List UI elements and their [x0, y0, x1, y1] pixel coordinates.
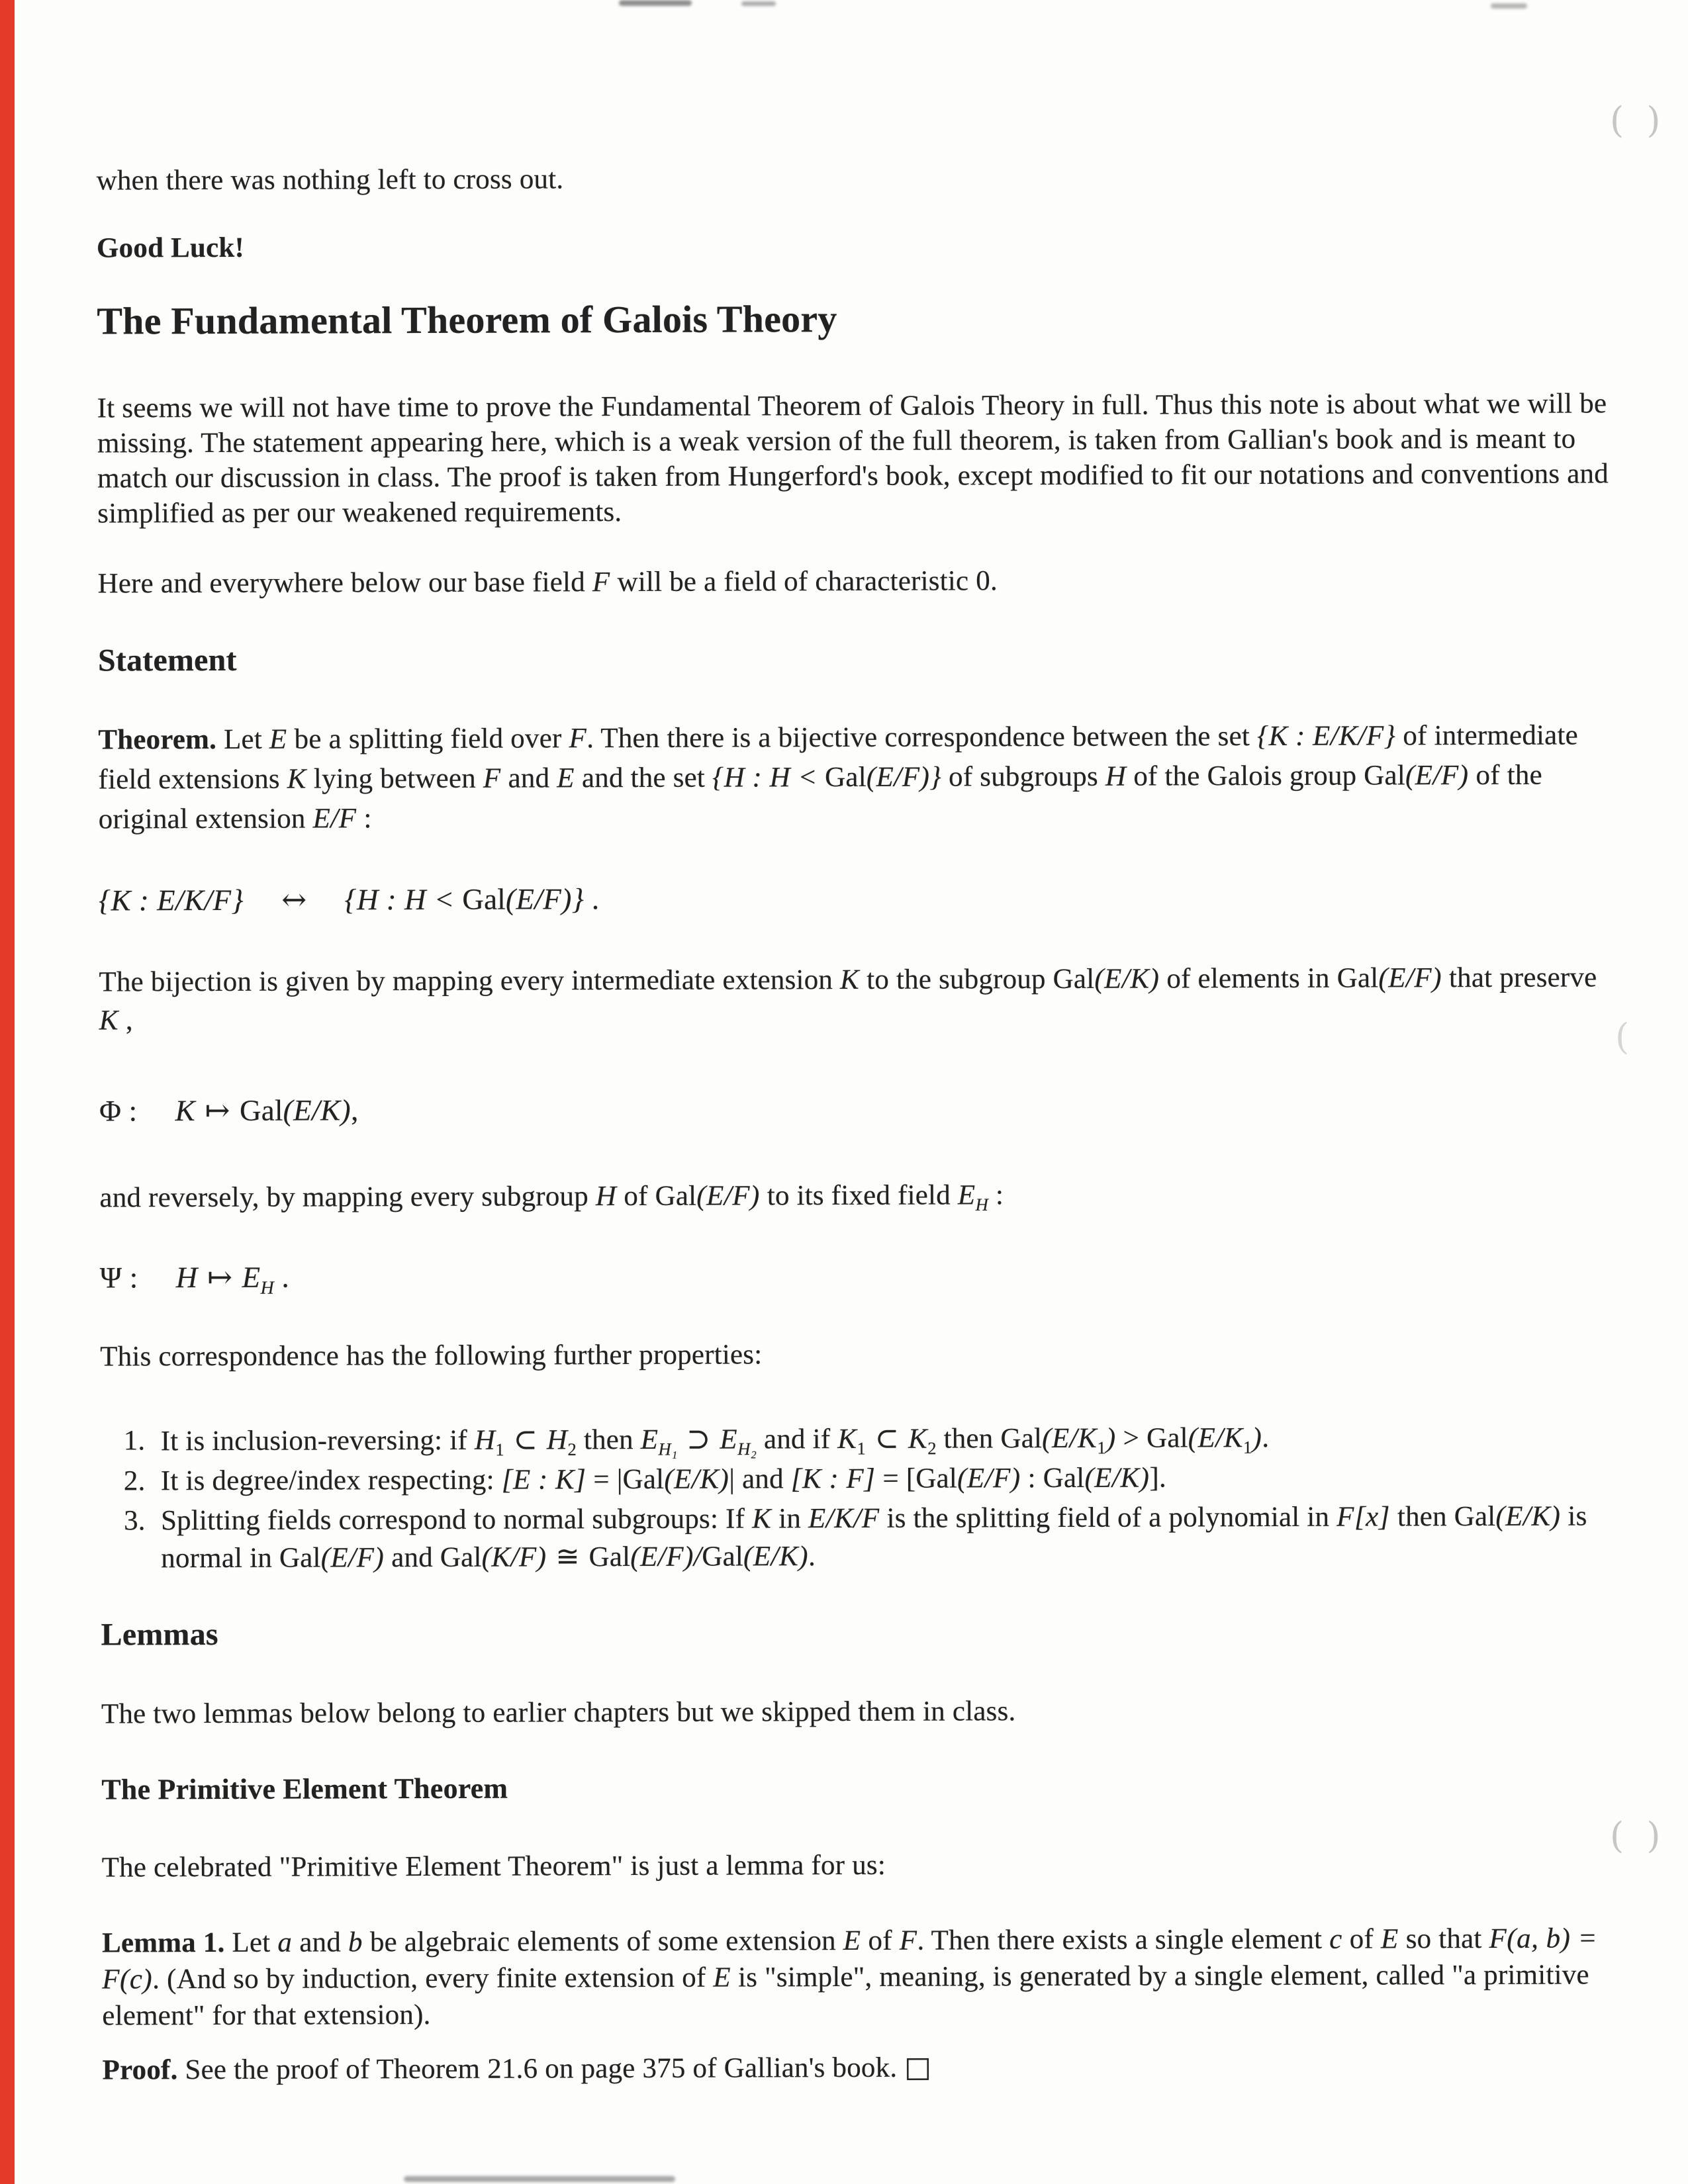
property-item-1 [124, 1418, 1633, 1460]
closing-line: when there was nothing left to cross out. [96, 163, 564, 197]
reversely-paragraph: and reversely, by mapping every subgroup H of Gal(E/F) to its fixed field $E_H$ : [99, 1179, 1004, 1214]
psi-map-equation: Ψ : H ↦ $E_H$ . [99, 1259, 289, 1298]
lemma1-paragraph: Lemma 1. Let a and b be algebraic elements of some extension E of F. Then there exists a single element c of E so that F(a, b) = F(c). (And so by induction, every finite extension of E is "simple", meaning, is generated by a single element, called "a primitive element" for that extension). [101, 1923, 1598, 2032]
primitive-element-heading: The Primitive Element Theorem [101, 1772, 508, 1806]
property-number: 3. [123, 1505, 146, 1537]
property-item-3 [124, 1498, 1633, 1577]
property-text: Splitting fields correspond to normal subgroups: If K in E/K/F is the splitting field of a polynomial in F[x] then Gal(E/K) is normal in Gal(E/F) and Gal(K/F) ≅ Gal(E/F)/Gal(E/K). [160, 1500, 1587, 1574]
bijection-paragraph: The bijection is given by mapping every intermediate extension K to the subgroup Gal(E/K) of elements in Gal(E/F) that preserve K , [99, 962, 1597, 1036]
lemmas-intro-line: The two lemmas below belong to earlier chapters but we skipped them in class. [101, 1696, 1016, 1730]
punch-hole-mark-top-right: ( ) [1610, 99, 1661, 141]
intro-paragraph: It seems we will not have time to prove the Fundamental Theorem of Galois Theory in full. Thus this note is about what we will be missing. The statement appearing here, which is a weak version of the full theorem, is taken from Gallian's book and is meant to match our discussion in class. The proof is taken from Hungerford's book, except modified to fit our notations and conventions and simplified as per our weakened requirements. [97, 388, 1609, 529]
phi-map-equation: Φ : K ↦ Gal(E/K), [99, 1092, 359, 1128]
property-text: It is degree/index respecting: [E : K] = |Gal(E/K)| and [K : F] = [Gal(E/F) : Gal(E/K)]. [160, 1462, 1167, 1497]
property-number: 1. [123, 1425, 146, 1457]
page-title: The Fundamental Theorem of Galois Theory [97, 297, 837, 343]
punch-hole-mark-mid-right: ( [1615, 1016, 1630, 1058]
good-luck-line: Good Luck! [96, 232, 245, 264]
properties-intro-line: This correspondence has the following further properties: [100, 1339, 763, 1373]
property-number: 2. [123, 1465, 146, 1497]
lemmas-heading: Lemmas [101, 1616, 218, 1653]
theorem-paragraph: Theorem. Let E be a splitting field over F. Then there is a bijective correspondence between the set {K : E/K/F} of intermediate field extensions K lying between F and E and the set {H : H < Gal(E/F)} of subgroups H of the Galois group Gal(E/F) of the original extension E/F : [98, 719, 1578, 835]
correspondence-equation: {K : E/K/F} ↔ {H : H < Gal(E/F)} . [99, 882, 600, 917]
proof-line: Proof. See the proof of Theorem 21.6 on page 375 of Gallian's book. □ [102, 2050, 932, 2086]
base-field-line: Here and everywhere below our base field F will be a field of characteristic 0. [97, 565, 998, 600]
property-item-2 [124, 1458, 1633, 1500]
statement-heading: Statement [97, 642, 237, 678]
punch-hole-mark-bottom-right: ( ) [1610, 1815, 1661, 1856]
property-text: It is inclusion-reversing: if $H_1$ ⊂ $H_2$ then $E_{H_1}$ ⊃ $E_{H_2}$ and if $K_1$ ⊂ $K_2$ then $Gal(E/K_1) > Gal(E/K_1)$. [160, 1422, 1270, 1460]
properties-list [124, 1418, 1634, 1580]
primitive-element-intro: The celebrated "Primitive Element Theorem" is just a lemma for us: [101, 1849, 886, 1884]
